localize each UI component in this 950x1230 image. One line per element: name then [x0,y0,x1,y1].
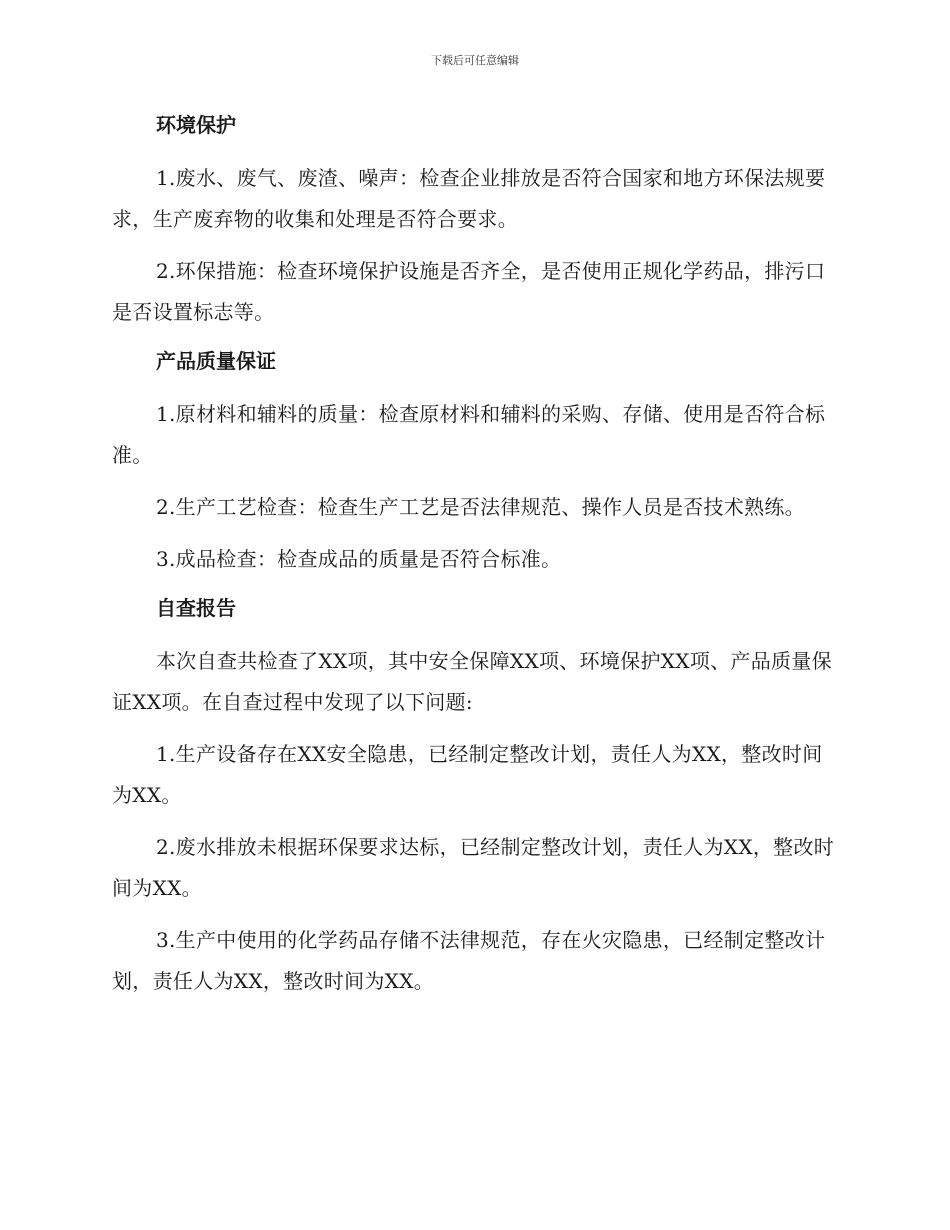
section-environment [112,108,840,333]
page-header-note: 下载后可任意编辑 [431,54,519,67]
document-body [112,108,840,1013]
paragraph: 3.生产中使用的化学药品存储不法律规范，存在火灾隐患，已经制定整改计划，责任人为XX，整改时间为XX。 [112,928,826,993]
section-heading: 产品质量保证 [156,349,276,373]
paragraph: 2.废水排放未根据环保要求达标，已经制定整改计划，责任人为XX，整改时间为XX。 [112,835,835,900]
section-heading: 自查报告 [156,596,236,620]
paragraph: 2.生产工艺检查：检查生产工艺是否法律规范、操作人员是否技术熟练。 [156,495,805,519]
section-self-check-report [112,591,840,1002]
paragraph: 1.废水、废气、废渣、噪声：检查企业排放是否符合国家和地方环保法规要求，生产废弃物的收集和处理是否符合要求。 [112,166,826,231]
section-heading: 环境保护 [156,113,236,137]
section-quality [112,344,840,580]
paragraph: 1.生产设备存在XX安全隐患，已经制定整改计划，责任人为XX，整改时间为XX。 [112,742,823,807]
paragraph: 本次自查共检查了XX项，其中安全保障XX项、环境保护XX项、产品质量保证XX项。在自查过程中发现了以下问题: [112,649,832,714]
paragraph: 1.原材料和辅料的质量：检查原材料和辅料的采购、存储、使用是否符合标准。 [112,402,826,467]
paragraph: 3.成品检查：检查成品的质量是否符合标准。 [156,547,562,571]
paragraph: 2.环保措施：检查环境保护设施是否齐全，是否使用正规化学药品，排污口是否设置标志等。 [112,259,826,324]
